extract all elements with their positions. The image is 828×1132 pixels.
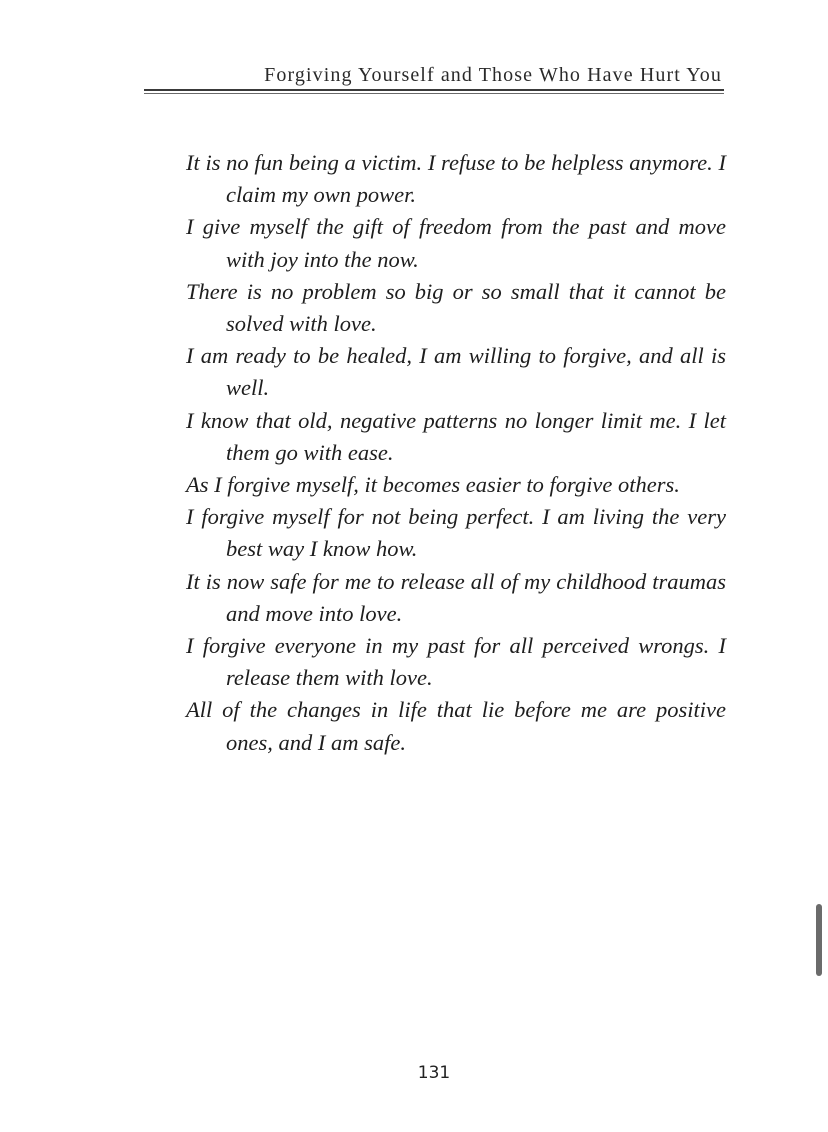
affirmation-list <box>186 147 726 759</box>
running-title: Forgiving Yourself and Those Who Have Hurt You <box>264 64 722 86</box>
affirmation: I forgive everyone in my past for all perceived wrongs. I release them with love. <box>186 633 726 691</box>
affirmation: It is no fun being a victim. I refuse to be helpless anymore. I claim my own power. <box>186 150 726 208</box>
affirmation: All of the changes in life that lie before me are positive ones, and I am safe. <box>186 697 726 755</box>
affirmation: I know that old, negative patterns no longer limit me. I let them go with ease. <box>186 407 726 465</box>
running-header <box>144 64 724 94</box>
affirmation: I forgive myself for not being perfect. I am living the very best way I know how. <box>186 504 726 562</box>
affirmation: It is now safe for me to release all of my childhood traumas and move into love. <box>186 568 726 626</box>
header-rule-thin <box>144 93 724 94</box>
scrollbar-thumb[interactable] <box>816 904 822 976</box>
affirmation: As I forgive myself, it becomes easier to forgive others. <box>186 472 680 498</box>
header-rule-thick <box>144 89 724 91</box>
affirmation: I am ready to be healed, I am willing to forgive, and all is well. <box>186 343 726 401</box>
affirmation: I give myself the gift of freedom from the past and move with joy into the now. <box>186 214 726 272</box>
affirmation: There is no problem so big or so small that it cannot be solved with love. <box>186 278 726 337</box>
page-number: 131 <box>417 1063 451 1083</box>
